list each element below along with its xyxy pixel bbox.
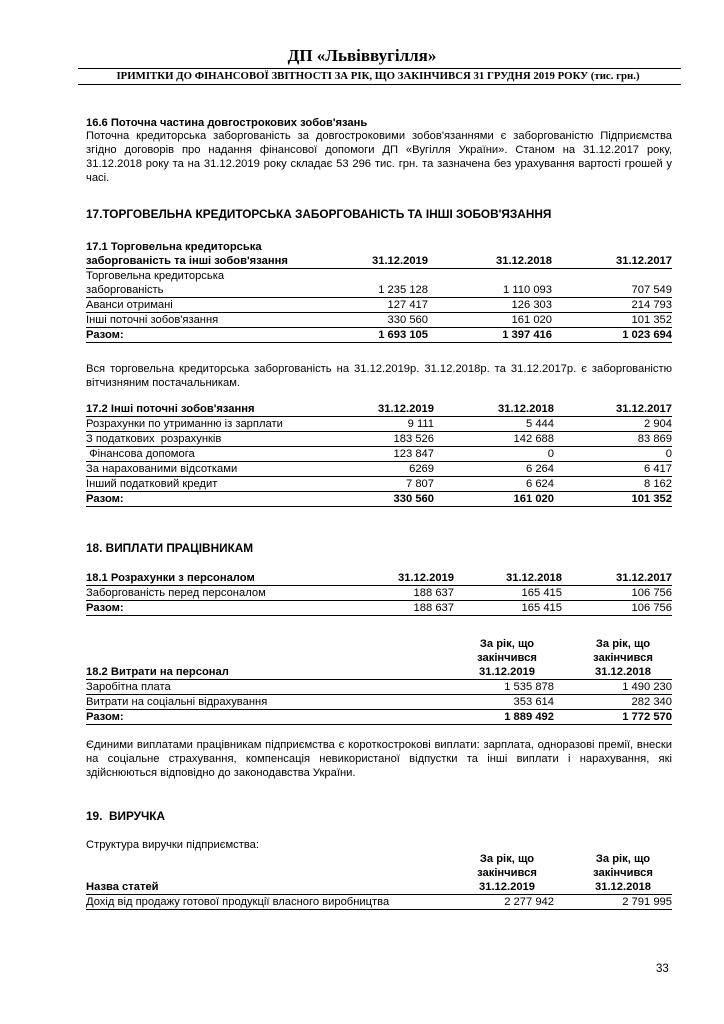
total-value: 330 560	[304, 492, 434, 507]
table-header-row	[86, 571, 672, 586]
value-cell: 282 340	[554, 695, 672, 710]
company-title: ДП «Львіввугілля»	[287, 46, 437, 65]
section-18-note: Єдиними виплатами працівникам підприємства є короткострокові виплати: зарплата, одноразові премії, внески на соціальне страхування, компенсація невикористаної відпустки та інші виплати і нарахування, які здійснюються відповідно до законодавства України.	[86, 739, 672, 779]
table-total-row	[86, 492, 672, 507]
table-total-row	[86, 328, 672, 343]
row-label: Заборгованість перед персоналом	[86, 586, 304, 601]
page-number: 33	[656, 963, 669, 975]
header-cell: За рік, що закінчився 31.12.2019	[426, 852, 554, 895]
total-value: 106 756	[562, 601, 672, 616]
header-cell: 17.1 Торговельна кредиторська заборгованість та інші зобов'язання	[86, 240, 304, 269]
header-cell: 17.2 Інші поточні зобов'язання	[86, 402, 304, 417]
header-cell: За рік, що закінчився 31.12.2018	[554, 637, 672, 680]
row-label: Дохід від продажу готової продукції власного виробництва	[86, 895, 426, 910]
row-label: Торговельна кредиторська заборгованість	[86, 269, 304, 298]
value-cell: 353 614	[396, 695, 554, 710]
value-cell: 106 756	[562, 586, 672, 601]
value-cell: 142 688	[434, 432, 554, 447]
value-cell: 1 535 878	[396, 680, 554, 695]
table-row	[86, 680, 672, 695]
table-row	[86, 432, 672, 447]
section-17-title: 17.ТОРГОВЕЛЬНА КРЕДИТОРСЬКА ЗАБОРГОВАНІСТЬ ТА ІНШІ ЗОБОВ'ЯЗАННЯ	[86, 207, 552, 221]
header-cell: 18.2 Витрати на персонал	[86, 637, 396, 680]
header-cell: 31.12.2017	[554, 402, 672, 417]
table-header-row	[86, 402, 672, 417]
total-label: Разом:	[86, 601, 304, 616]
row-label: Розрахунки по утриманню із зарплати	[86, 417, 304, 432]
value-cell: 183 526	[304, 432, 434, 447]
total-value: 1 889 492	[396, 710, 554, 725]
table-total-row	[86, 710, 672, 725]
section-16-6-text: Поточна кредиторська заборгованість за довгостроковими зобов'язаннями є заборгованістю Підприємства згідно договорів про надання фінансової допомоги ДП «Вугілля України». Станом на 31.12.2017 року, 31.12.2018 року та на 31.12.2019 року складає 53 296 тис. грн. та зазначена без урахування вартості грошей у часі.	[86, 130, 672, 184]
section-17-note: Вся торговельна кредиторська заборгованість на 31.12.2019р. 31.12.2018р. та 31.12.2017р. є заборгованістю вітчизняним постачальникам.	[86, 363, 672, 389]
table-header-row	[86, 240, 672, 269]
value-cell: 127 417	[304, 298, 428, 313]
value-cell: 9 111	[304, 417, 434, 432]
header-cell: 31.12.2017	[552, 240, 672, 269]
total-label: Разом:	[86, 710, 396, 725]
header-cell: 31.12.2017	[562, 571, 672, 586]
total-value: 161 020	[434, 492, 554, 507]
value-cell: 123 847	[304, 447, 434, 462]
table-row	[86, 298, 672, 313]
table-row	[86, 447, 672, 462]
table-17-2	[86, 402, 672, 507]
value-cell: 6 417	[554, 462, 672, 477]
table-row	[86, 417, 672, 432]
table-row	[86, 313, 672, 328]
table-row	[86, 895, 672, 910]
value-cell: 83 869	[554, 432, 672, 447]
header-cell: 31.12.2019	[304, 240, 428, 269]
value-cell: 0	[554, 447, 672, 462]
header-cell: 31.12.2018	[428, 240, 552, 269]
row-label: Інші поточні зобов'язання	[86, 313, 304, 328]
value-cell: 5 444	[434, 417, 554, 432]
value-cell: 214 793	[552, 298, 672, 313]
document-subtitle: ІРИМІТКИ ДО ФІНАНСОВОЇ ЗВІТНОСТІ ЗА РІК, ЩО ЗАКІНЧИВСЯ 31 ГРУДНЯ 2019 РОКУ (тис. грн.)	[116, 70, 640, 82]
table-row	[86, 462, 672, 477]
value-cell: 7 807	[304, 477, 434, 492]
total-value: 1 772 570	[554, 710, 672, 725]
value-cell: 0	[434, 447, 554, 462]
section-16-6-title: 16.6 Поточна частина довгострокових зобов'язань	[86, 117, 368, 129]
header-cell: За рік, що закінчився 31.12.2018	[554, 852, 672, 895]
row-label: Інший податковий кредит	[86, 477, 304, 492]
total-value: 188 637	[304, 601, 454, 616]
table-row	[86, 269, 672, 298]
table-row	[86, 477, 672, 492]
section-19-intro: Структура виручки підприємства:	[86, 839, 260, 851]
total-value: 1 693 105	[304, 328, 428, 343]
table-18-2	[86, 637, 672, 725]
value-cell: 330 560	[304, 313, 428, 328]
header-cell: 31.12.2019	[304, 571, 454, 586]
row-label: За нарахованими відсотками	[86, 462, 304, 477]
header-cell: 31.12.2018	[434, 402, 554, 417]
value-cell: 6269	[304, 462, 434, 477]
value-cell: 2 904	[554, 417, 672, 432]
header-cell: 31.12.2019	[304, 402, 434, 417]
header-rule-top	[78, 68, 681, 69]
value-cell: 101 352	[552, 313, 672, 328]
value-cell: 161 020	[428, 313, 552, 328]
value-cell: 2 791 995	[554, 895, 672, 910]
value-cell: 707 549	[552, 269, 672, 298]
row-label: З податкових розрахунків	[86, 432, 304, 447]
value-cell: 165 415	[454, 586, 562, 601]
value-cell: 8 162	[554, 477, 672, 492]
total-value: 1 397 416	[428, 328, 552, 343]
table-header-row	[86, 637, 672, 680]
value-cell: 126 303	[428, 298, 552, 313]
header-cell: Назва статей	[86, 852, 426, 895]
total-value: 1 023 694	[552, 328, 672, 343]
table-total-row	[86, 601, 672, 616]
section-19-title: 19. ВИРУЧКА	[86, 809, 166, 823]
table-19-revenue	[86, 852, 672, 910]
value-cell: 188 637	[304, 586, 454, 601]
value-cell: 6 624	[434, 477, 554, 492]
value-cell: 1 110 093	[428, 269, 552, 298]
table-header-row	[86, 852, 672, 895]
section-18-title: 18. ВИПЛАТИ ПРАЦІВНИКАМ	[86, 541, 254, 555]
table-row	[86, 586, 672, 601]
total-value: 101 352	[554, 492, 672, 507]
header-cell: За рік, що закінчився 31.12.2019	[396, 637, 554, 680]
table-18-1	[86, 571, 672, 616]
header-cell: 31.12.2018	[454, 571, 562, 586]
row-label: Фінансова допомога	[86, 447, 304, 462]
table-row	[86, 695, 672, 710]
total-label: Разом:	[86, 328, 304, 343]
value-cell: 6 264	[434, 462, 554, 477]
total-label: Разом:	[86, 492, 304, 507]
row-label: Витрати на соціальні відрахування	[86, 695, 396, 710]
table-17-1	[86, 240, 672, 343]
row-label: Аванси отримані	[86, 298, 304, 313]
value-cell: 1 490 230	[554, 680, 672, 695]
total-value: 165 415	[454, 601, 562, 616]
row-label: Заробітна плата	[86, 680, 396, 695]
value-cell: 2 277 942	[426, 895, 554, 910]
value-cell: 1 235 128	[304, 269, 428, 298]
header-rule-bottom	[78, 84, 681, 85]
header-cell: 18.1 Розрахунки з персоналом	[86, 571, 304, 586]
